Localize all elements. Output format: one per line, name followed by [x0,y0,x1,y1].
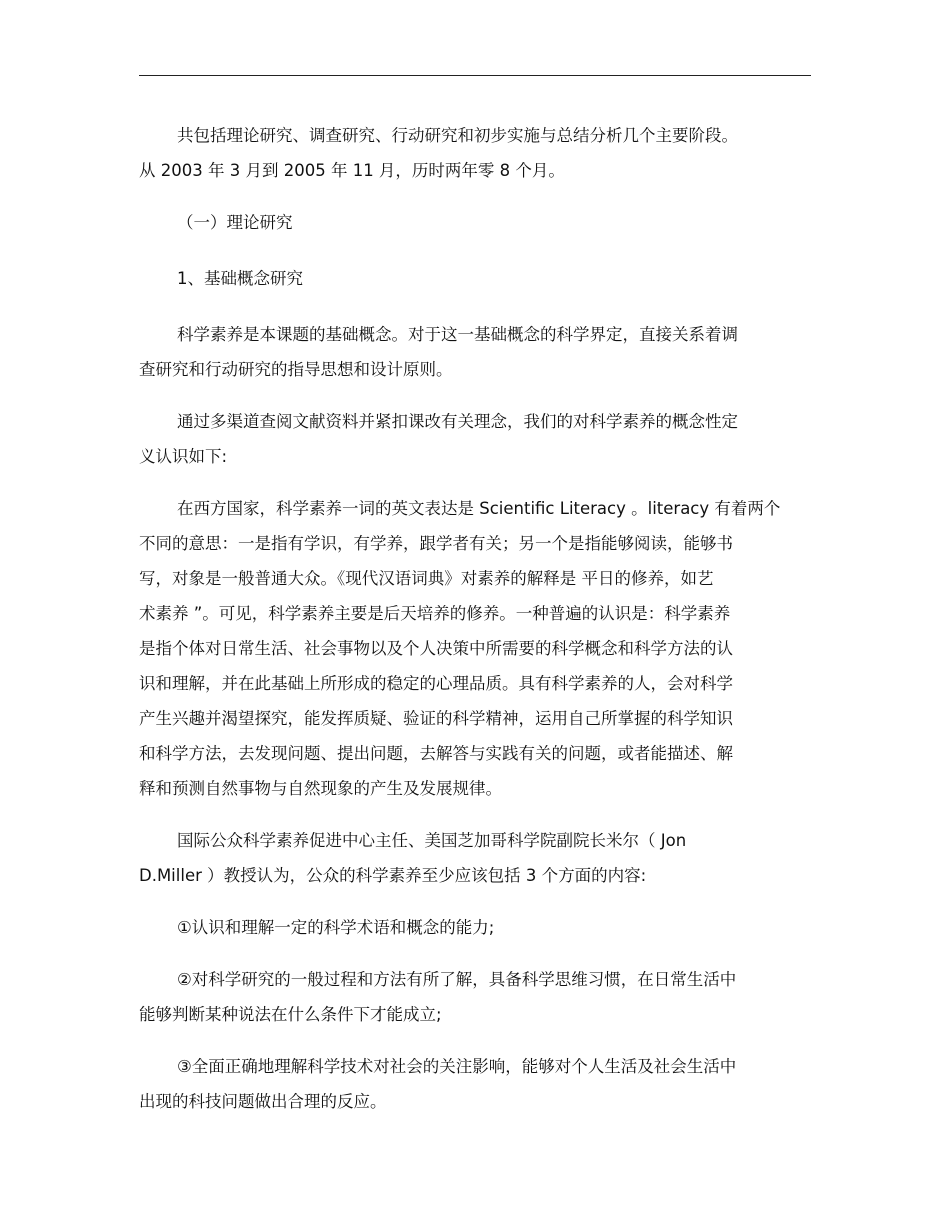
text-line: 识和理解，并在此基础上所形成的稳定的心理品质。具有科学素养的人，会对科学 [139,674,733,693]
paragraph-science-literacy-basic [139,317,819,387]
list-item-1 [139,910,819,945]
paragraph-literature-review [139,404,819,474]
text-line: 是指个体对日常生活、社会事物以及个人决策中所需要的科学概念和科学方法的认 [139,639,733,658]
heading-text: （一）理论研究 [177,213,293,232]
text-line: 查研究和行动研究的指导思想和设计原则。 [139,360,453,379]
list-item-2 [139,962,819,1032]
text-line: 释和预测自然事物与自然现象的产生及发展规律。 [139,779,502,798]
paragraph-western-definition [139,491,819,806]
subsection-heading-basic-concepts [139,261,819,296]
heading-text: 1、基础概念研究 [177,269,303,288]
text-line: 科学素养是本课题的基础概念。对于这一基础概念的科学界定，直接关系着调 [177,325,738,344]
text-line: 在西方国家，科学素养一词的英文表达是 Scientific Literacy 。literacy 有着两个 [177,499,781,518]
text-line: 和科学方法，去发现问题、提出问题，去解答与实践有关的问题，或者能描述、解 [139,744,733,763]
intro-paragraph [139,118,819,188]
text-line: 不同的意思：一是指有学识，有学养，跟学者有关；另一个是指能够阅读，能够书 [139,534,733,553]
list-item-3 [139,1049,819,1119]
text-line: ①认识和理解一定的科学术语和概念的能力; [177,918,495,937]
text-line: ③全面正确地理解科学技术对社会的关注影响，能够对个人生活及社会生活中 [177,1057,737,1076]
text-line: 义认识如下: [139,447,228,466]
header-rule [139,75,811,76]
text-line: 通过多渠道查阅文献资料并紧扣课改有关理念，我们的对科学素养的概念性定 [177,412,738,431]
text-line: 国际公众科学素养促进中心主任、美国芝加哥科学院副院长米尔（ Jon [177,831,687,850]
text-line: ②对科学研究的一般过程和方法有所了解，具备科学思维习惯，在日常生活中 [177,970,737,989]
text-line: 能够判断某种说法在什么条件下才能成立; [139,1005,442,1024]
text-line: 从 2003 年 3 月到 2005 年 11 月，历时两年零 8 个月。 [139,161,565,180]
text-line: 共包括理论研究、调查研究、行动研究和初步实施与总结分析几个主要阶段。 [177,126,738,145]
text-line: 写，对象是一般普通大众。《现代汉语词典》对素养的解释是 平日的修养，如艺 [139,569,714,588]
paragraph-miller-view [139,823,819,893]
text-line: D.Miller ）教授认为，公众的科学素养至少应该包括 3 个方面的内容: [139,866,647,885]
document-body [139,118,819,1136]
text-line: 产生兴趣并渴望探究，能发挥质疑、验证的科学精神，运用自己所掌握的科学知识 [139,709,733,728]
section-heading-theory [139,205,819,240]
text-line: 出现的科技问题做出合理的反应。 [139,1092,387,1111]
text-line: 术素养 ”。可见，科学素养主要是后天培养的修养。一种普遍的认识是：科学素养 [139,604,731,623]
